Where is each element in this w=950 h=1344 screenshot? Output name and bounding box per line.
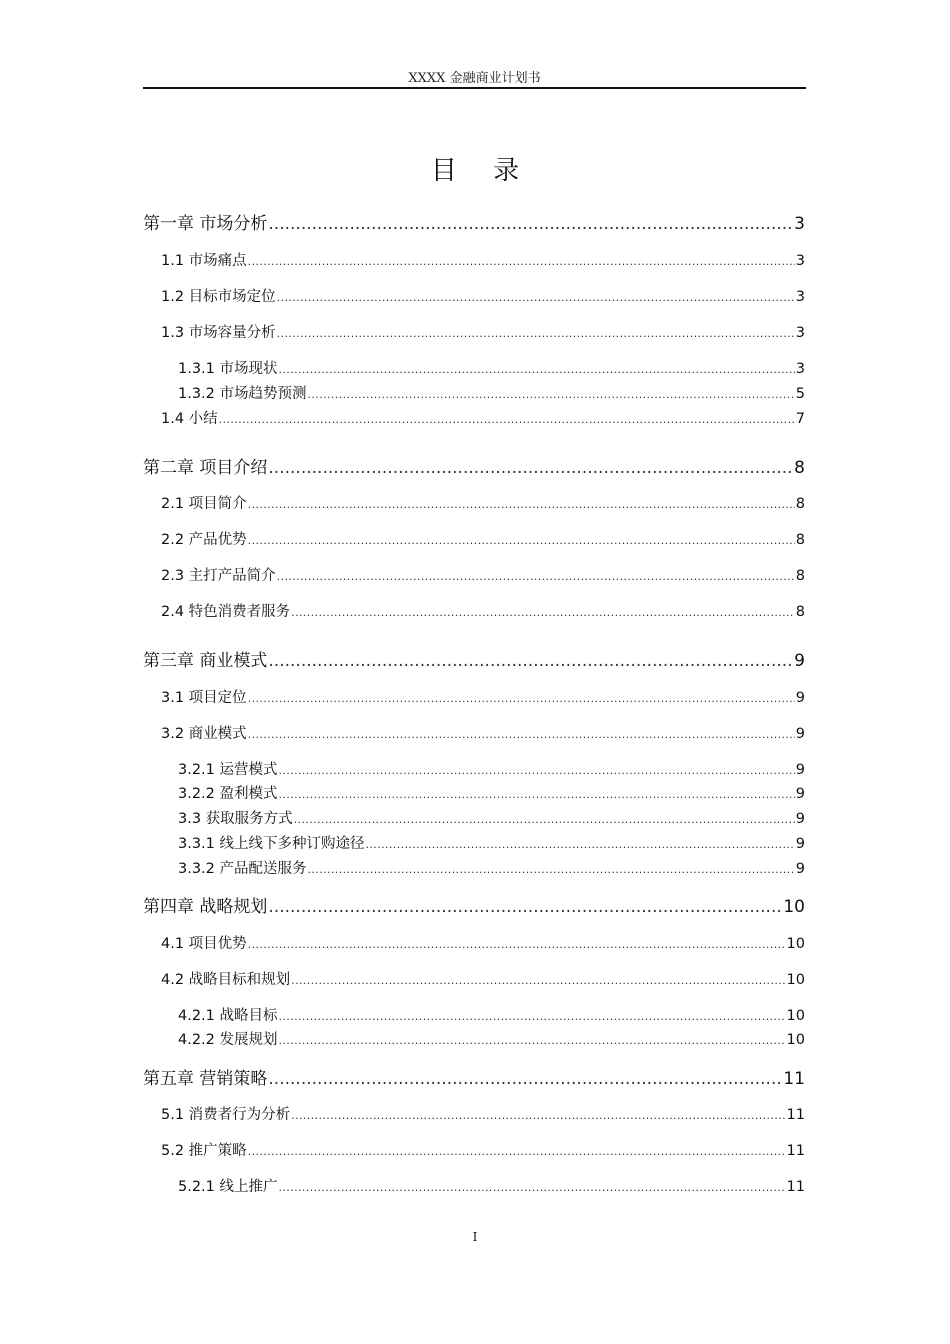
- dot-leader: [277, 327, 795, 340]
- toc-entry-section[interactable]: [143, 968, 805, 989]
- toc-entry-page: 11: [786, 1143, 805, 1159]
- toc-entry-label: 1.4 小结: [161, 411, 218, 427]
- dot-leader: [294, 813, 795, 826]
- toc-entry-label: 4.2.2 发展规划: [178, 1032, 278, 1048]
- toc-entry-label: 2.4 特色消费者服务: [161, 604, 291, 620]
- toc-entry-subsection[interactable]: [143, 807, 805, 828]
- toc-entry-label: 2.2 产品优势: [161, 532, 247, 548]
- header-rule: [143, 87, 806, 89]
- toc-entry-page: 3: [795, 361, 805, 377]
- toc-entry-section[interactable]: [143, 932, 805, 953]
- toc-entry-label: 2.3 主打产品简介: [161, 568, 276, 584]
- page-number-footer: I: [472, 1230, 478, 1244]
- toc-entry-label: 2.1 项目简介: [161, 496, 247, 512]
- toc-entry-page: 3: [795, 289, 805, 305]
- toc-entry-subsection[interactable]: [143, 1004, 805, 1025]
- toc-entry-subsection[interactable]: [143, 758, 805, 779]
- toc-entry-page: 9: [795, 762, 805, 778]
- dot-leader: [366, 838, 795, 851]
- toc-entry-page: 8: [795, 532, 805, 548]
- toc-entry-label: 3.3 获取服务方式: [178, 811, 293, 827]
- toc-entry-page: 9: [795, 690, 805, 706]
- toc-entry-section[interactable]: [143, 686, 805, 707]
- toc-entry-page: 11: [786, 1107, 805, 1123]
- toc-entry-page: 10: [786, 936, 805, 952]
- toc-entry-label: 第二章 项目介绍: [143, 458, 268, 478]
- dot-leader: [248, 1145, 786, 1158]
- toc-entry-label: 第五章 营销策略: [143, 1069, 268, 1089]
- toc-entry-page: 8: [795, 604, 805, 620]
- toc-entry-label: 3.2 商业模式: [161, 726, 247, 742]
- toc-entry-label: 3.2.2 盈利模式: [178, 786, 278, 802]
- toc-entry-label: 5.2 推广策略: [161, 1143, 247, 1159]
- dot-leader: [277, 570, 795, 583]
- toc-entry-label: 3.1 项目定位: [161, 690, 247, 706]
- toc-entry-subsection[interactable]: [143, 832, 805, 853]
- dot-leader: [268, 458, 793, 478]
- toc-entry-section[interactable]: [143, 1139, 805, 1160]
- toc-entry-chapter-3[interactable]: [143, 646, 805, 671]
- dot-leader: [248, 534, 795, 547]
- toc-entry-label: 1.1 市场痛点: [161, 253, 247, 269]
- toc-entry-subsection[interactable]: [143, 1028, 805, 1049]
- toc-entry-section[interactable]: [143, 722, 805, 743]
- toc-entry-section[interactable]: [143, 285, 805, 306]
- toc-entry-chapter-1[interactable]: [143, 209, 805, 234]
- toc-entry-section[interactable]: [143, 1103, 805, 1124]
- toc-entry-page: 9: [795, 836, 805, 852]
- dot-leader: [248, 255, 795, 268]
- toc-title: 目 录: [430, 156, 534, 186]
- toc-entry-label: 5.2.1 线上推广: [178, 1179, 278, 1195]
- toc-entry-page: 8: [794, 458, 805, 478]
- toc-entry-section[interactable]: [143, 600, 805, 621]
- running-header: XXXX 金融商业计划书: [408, 71, 541, 86]
- toc-entry-label: 1.3.1 市场现状: [178, 361, 278, 377]
- dot-leader: [277, 291, 795, 304]
- toc-entry-label: 3.3.2 产品配送服务: [178, 861, 307, 877]
- dot-leader: [268, 1069, 782, 1089]
- toc-entry-page: 9: [794, 651, 805, 671]
- dot-leader: [279, 788, 795, 801]
- toc-entry-label: 4.1 项目优势: [161, 936, 247, 952]
- toc-entry-label: 第四章 战略规划: [143, 897, 268, 917]
- dot-leader: [279, 764, 795, 777]
- toc-entry-subsection[interactable]: [143, 857, 805, 878]
- dot-leader: [279, 1010, 786, 1023]
- toc-entry-label: 1.3 市场容量分析: [161, 325, 276, 341]
- toc-entry-page: 11: [786, 1179, 805, 1195]
- toc-entry-subsection[interactable]: [143, 782, 805, 803]
- toc-entry-label: 5.1 消费者行为分析: [161, 1107, 291, 1123]
- toc-entry-page: 8: [795, 496, 805, 512]
- toc-entry-label: 第三章 商业模式: [143, 651, 268, 671]
- toc-entry-chapter-5[interactable]: [143, 1064, 805, 1089]
- toc-entry-subsection[interactable]: [143, 382, 805, 403]
- toc-entry-page: 9: [795, 811, 805, 827]
- dot-leader: [308, 863, 795, 876]
- toc-entry-subsection[interactable]: [143, 357, 805, 378]
- dot-leader: [268, 897, 782, 917]
- dot-leader: [268, 214, 793, 234]
- toc-entry-section[interactable]: [143, 249, 805, 270]
- toc-entry-page: 9: [795, 861, 805, 877]
- toc-entry-label: 4.2.1 战略目标: [178, 1008, 278, 1024]
- toc-entry-page: 3: [794, 214, 805, 234]
- dot-leader: [279, 363, 795, 376]
- toc-entry-chapter-2[interactable]: [143, 453, 805, 478]
- toc-entry-label: 1.3.2 市场趋势预测: [178, 386, 307, 402]
- toc-entry-page: 9: [795, 786, 805, 802]
- toc-entry-page: 7: [795, 411, 805, 427]
- toc-entry-label: 3.2.1 运营模式: [178, 762, 278, 778]
- dot-leader: [268, 651, 793, 671]
- dot-leader: [279, 1181, 786, 1194]
- toc-entry-chapter-4[interactable]: [143, 892, 805, 917]
- toc-entry-label: 3.3.1 线上线下多种订购途径: [178, 836, 365, 852]
- toc-entry-page: 10: [786, 1032, 805, 1048]
- toc-entry-label: 1.2 目标市场定位: [161, 289, 276, 305]
- toc-entry-section[interactable]: [143, 528, 805, 549]
- dot-leader: [291, 1109, 785, 1122]
- toc-entry-section[interactable]: [143, 407, 805, 428]
- toc-entry-section[interactable]: [143, 321, 805, 342]
- toc-entry-page: 10: [786, 972, 805, 988]
- toc-entry-label: 4.2 战略目标和规划: [161, 972, 291, 988]
- toc-entry-label: 第一章 市场分析: [143, 214, 268, 234]
- dot-leader: [248, 938, 786, 951]
- toc-entry-page: 3: [795, 253, 805, 269]
- toc-entry-page: 5: [795, 386, 805, 402]
- dot-leader: [308, 388, 795, 401]
- toc-entry-page: 9: [795, 726, 805, 742]
- toc-entry-section[interactable]: [143, 492, 805, 513]
- toc-entry-page: 10: [783, 897, 805, 917]
- dot-leader: [291, 974, 785, 987]
- dot-leader: [248, 498, 795, 511]
- dot-leader: [219, 413, 795, 426]
- dot-leader: [291, 606, 795, 619]
- toc-entry-page: 11: [783, 1069, 805, 1089]
- toc-entry-section[interactable]: [143, 564, 805, 585]
- toc-entry-page: 10: [786, 1008, 805, 1024]
- dot-leader: [248, 692, 795, 705]
- dot-leader: [248, 728, 795, 741]
- toc-entry-page: 3: [795, 325, 805, 341]
- toc-entry-subsection[interactable]: [143, 1175, 805, 1196]
- dot-leader: [279, 1034, 786, 1047]
- toc-entry-page: 8: [795, 568, 805, 584]
